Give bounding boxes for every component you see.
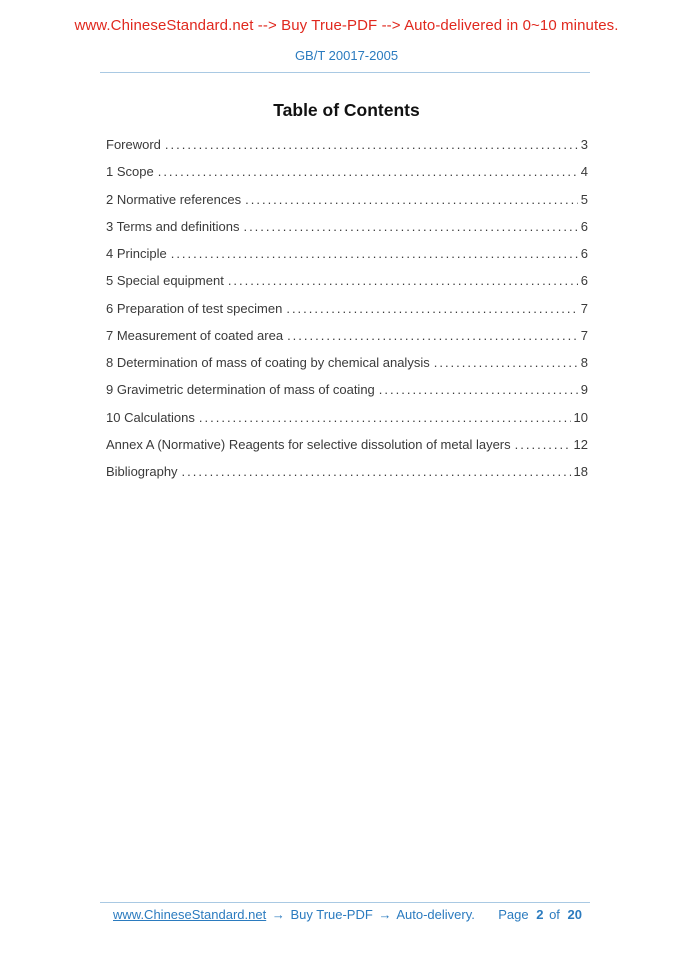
toc-page-number: 4 (580, 164, 588, 180)
toc-page-number: 6 (580, 273, 588, 289)
toc-entry-label: 8 Determination of mass of coating by chemical analysis (106, 355, 430, 370)
toc-entry (106, 131, 588, 158)
toc-entry (106, 295, 588, 322)
toc-entry (106, 349, 588, 376)
standard-number: GB/T 20017-2005 (294, 48, 399, 63)
dot-leader (158, 158, 578, 185)
toc-page-number: 10 (573, 409, 588, 425)
dot-leader (182, 458, 571, 485)
toc-entry-label: 3 Terms and definitions (106, 218, 240, 234)
dot-leader (243, 213, 577, 240)
toc-entry-label: Annex A (Normative) Reagents for selective dissolution of metal layers (106, 436, 511, 452)
footer-delivery-text: Auto-delivery. (396, 907, 475, 922)
toc-entry-label: 9 Gravimetric determination of mass of coating (106, 382, 375, 398)
toc-entry-label: 7 Measurement of coated area (106, 327, 284, 343)
toc-entry (106, 376, 588, 403)
dot-leader (287, 322, 578, 349)
promo-banner: www.ChineseStandard.net --> Buy True-PDF --> Auto-delivered in 0~10 minutes. (74, 17, 619, 34)
toc-entry (106, 213, 588, 240)
dot-leader (286, 295, 577, 322)
toc-entry-label: 2 Normative references (106, 191, 242, 207)
toc-page-number: 3 (580, 137, 588, 152)
right-arrow-icon: → (271, 907, 285, 922)
current-page-number: 2 (536, 907, 544, 922)
toc-entry (106, 186, 588, 213)
footer-promo (113, 907, 475, 922)
toc-page-number: 9 (580, 382, 588, 398)
toc-entry-label: Foreword (106, 137, 161, 152)
toc-entry (106, 240, 588, 267)
footer-buy-text: Buy True-PDF (290, 907, 373, 922)
dot-leader (434, 349, 578, 376)
footer-link[interactable]: www.ChineseStandard.net (113, 907, 267, 922)
toc-entry (106, 404, 588, 431)
toc-entry (106, 267, 588, 294)
page-footer (100, 902, 590, 922)
of-label: of (549, 907, 560, 922)
toc-entry (106, 458, 588, 485)
toc-entry (106, 322, 588, 349)
toc-entry-label: 4 Principle (106, 246, 167, 261)
page-indicator (498, 907, 584, 922)
dot-leader (228, 267, 578, 294)
toc-entry (106, 158, 588, 185)
toc-page-number: 12 (573, 436, 588, 452)
toc-page-number: 18 (573, 464, 588, 479)
toc-page-number: 6 (580, 246, 588, 261)
toc-entry (106, 431, 588, 458)
page-label: Page (498, 907, 529, 922)
toc-page-number: 7 (580, 300, 588, 316)
toc-title: Table of Contents (273, 100, 420, 120)
total-page-number: 20 (567, 907, 582, 922)
toc-entry-label: 5 Special equipment (106, 273, 224, 289)
header-divider (100, 72, 590, 73)
toc-page-number: 7 (580, 327, 588, 343)
dot-leader (165, 131, 578, 158)
dot-leader (515, 431, 571, 458)
dot-leader (199, 404, 571, 431)
right-arrow-icon: → (378, 907, 392, 922)
toc-entry-label: 6 Preparation of test specimen (106, 300, 283, 316)
toc-page-number: 8 (580, 355, 588, 370)
toc-page-number: 6 (580, 218, 588, 234)
dot-leader (245, 186, 578, 213)
dot-leader (379, 376, 578, 403)
dot-leader (171, 240, 578, 267)
toc-page-number: 5 (580, 191, 588, 207)
toc-entry-label: 1 Scope (106, 164, 154, 180)
toc-list (106, 131, 588, 485)
toc-entry-label: Bibliography (106, 464, 178, 479)
toc-entry-label: 10 Calculations (106, 409, 195, 425)
